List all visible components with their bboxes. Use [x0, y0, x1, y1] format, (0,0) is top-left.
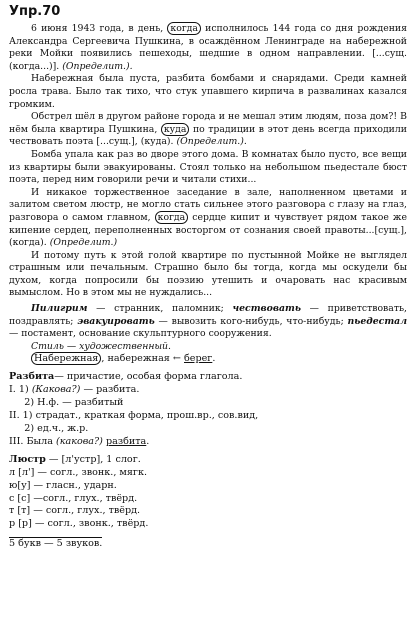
text: И никакое торжественное заседание в зале, наполненном цветами и залитом светом люстр, не могло стать сильнее этого разговора с глазу на глаз, разговора о самом главном, — [9, 186, 407, 223]
question: (Какова?) — [31, 384, 81, 396]
text: 6 июня 1943 года, в день, — [31, 23, 164, 34]
text: — [л'устр], 1 слог. — [45, 453, 141, 465]
phon-word: Люстр — [9, 453, 46, 465]
text: I. 1) — [9, 384, 29, 396]
glossary-def: — вывозить кого-нибудь, что-нибудь; — [154, 315, 348, 327]
glossary-def: — постамент, основание скульптурного сооружения. — [9, 328, 272, 340]
circled-word: куда — [161, 123, 190, 136]
annotation: (Определит.) — [49, 237, 118, 249]
text: — причастие, особая форма глагола. — [54, 371, 243, 383]
morph-line: II. 1) страдат., краткая форма, прош.вр., сов.вид, — [9, 410, 259, 422]
phon-line: т [т] — согл., глух., твёрд. — [9, 505, 141, 517]
annotation: (Определит.). — [62, 60, 133, 72]
style-line: Стиль — художественный. — [31, 340, 171, 352]
paragraph-1 — [9, 23, 407, 73]
circled-word: Набережная — [31, 352, 101, 365]
derivation-line — [9, 353, 407, 366]
phon-head — [9, 454, 407, 467]
morph-line: 2) ед.ч., ж.р. — [9, 422, 89, 434]
text: по традиции в этот день всегда приходили чествовать поэта [...сущ.], (куда). — [9, 123, 407, 148]
morph-line: 2) Н.ф. — разбитый — [9, 397, 124, 409]
paragraph-4: Бомба упала как раз во дворе этого дома. В комнатах было пусто, все вещи из квартиры были эвакуированы. Стоял только на небольшом пьедестале бюст поэта, перед ним говорили речи и читали стихи... — [9, 148, 407, 186]
glossary — [9, 303, 407, 341]
text: , набережная ← — [101, 353, 181, 365]
annotation: (Определит.). — [176, 136, 247, 148]
text: . — [212, 353, 216, 365]
paragraph-3 — [9, 111, 407, 149]
morph-head — [9, 371, 407, 384]
morph-line — [9, 384, 407, 397]
glossary-term: эвакуировать — [77, 315, 155, 327]
paragraph-2: Набережная была пуста, разбита бомбами и снарядами. Среди камней росла трава. Было так тихо, что стук упавшего кирпича в развалинах казался громким. — [9, 73, 407, 110]
morph-word: Разбита — [9, 371, 55, 383]
question: (какова?) — [56, 435, 103, 447]
phon-line: р [р] — согл., звонк., твёрд. — [9, 518, 149, 530]
paragraph-6: И потому путь к этой голой квартире по пустынной Мойке не выглядел страшным или печальным. Страшно было бы тогда, когда мы оскудели бы духом, когда попросили бы поэзию утешить и очаровать нас красивым вымыслом. Но в этом мы не нуждались... — [9, 249, 407, 299]
glossary-def: — приветствовать, поздравлять; — [9, 303, 407, 327]
underlined-word: разбита — [105, 435, 147, 447]
glossary-term: чествовать — [232, 303, 301, 315]
exercise-title: Упр.70 — [9, 4, 61, 19]
text: — разбита. — [80, 384, 140, 396]
circled-word: когда — [167, 22, 201, 35]
glossary-term: пьедестал — [347, 315, 407, 327]
text: исполнилось 144 года со дня рождения Александра Сергеевича Пушкина, в осаждённом Ленинграде на набережной реки Мойки появились пешеходы, шедшие в одном направлении. [...сущ. (когда...)]. — [9, 23, 407, 72]
phon-line: с [с] —согл., глух., твёрд. — [9, 492, 138, 504]
phon-summary: 5 букв — 5 звуков. — [9, 538, 103, 550]
paragraph-5 — [9, 187, 407, 250]
glossary-term: Пилигрим — [31, 303, 88, 315]
phonetic-analysis — [9, 454, 407, 551]
phon-line: ю[у] — гласн., ударн. — [9, 479, 117, 491]
morph-analysis — [9, 371, 407, 448]
text: сердце кипит и чувствует рядом такое же кипение сердец, переполненных восторгом от сознания своей правоты...[сущ.], (когда). — [9, 211, 407, 249]
glossary-def: — странник, паломник; — [87, 303, 233, 315]
morph-line — [9, 436, 407, 449]
text: . — [146, 435, 150, 447]
phon-line: л [л'] — согл., звонк., мягк. — [9, 466, 148, 478]
text: Обстрел шёл в другом районе города и не мешал этим людям, поза дом?! В нём была квартира Пушкина, — [9, 111, 407, 135]
root-word: берег — [184, 353, 213, 365]
circled-word: когда — [155, 211, 189, 224]
text: III. Была — [9, 435, 53, 447]
